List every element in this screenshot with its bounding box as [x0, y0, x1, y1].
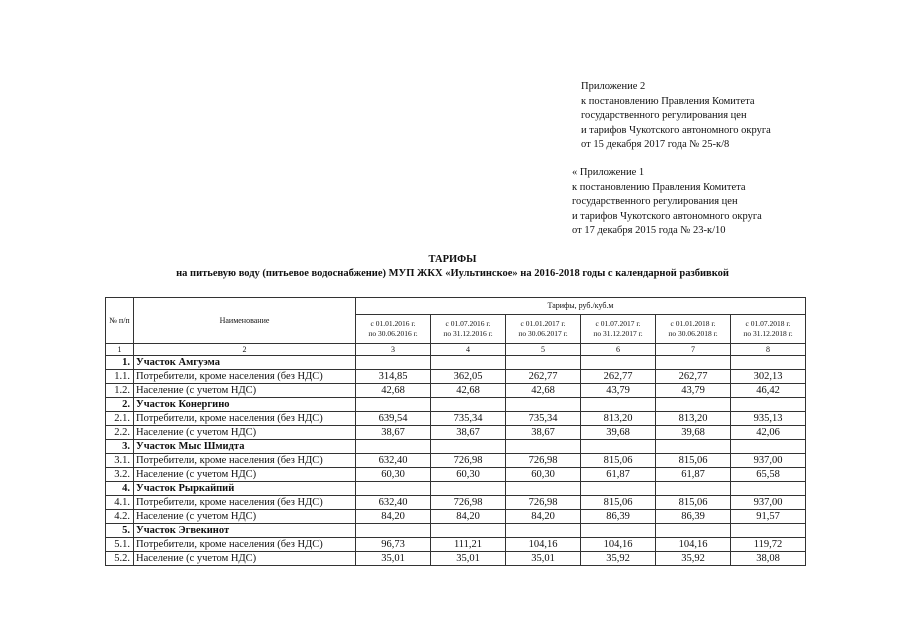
row-name: Потребители, кроме населения (без НДС) — [134, 496, 356, 510]
row-name: Население (с учетом НДС) — [134, 468, 356, 482]
appendix-line: к постановлению Правления Комитета — [572, 181, 746, 193]
table-row — [106, 454, 806, 468]
table-row — [106, 538, 806, 552]
tariff-value: 815,06 — [656, 454, 731, 468]
tariff-value: 262,77 — [656, 370, 731, 384]
tariff-value — [656, 440, 731, 454]
tariff-value: 104,16 — [656, 538, 731, 552]
tariff-value: 35,01 — [431, 552, 506, 566]
row-number: 3.2. — [106, 468, 134, 482]
tariff-value: 91,57 — [731, 510, 806, 524]
tariff-value — [356, 398, 431, 412]
section-name: Участок Конергино — [134, 398, 356, 412]
table-row — [106, 412, 806, 426]
section-name: Участок Эгвекинот — [134, 524, 356, 538]
appendix-line: и тарифов Чукотского автономного округа — [572, 210, 762, 222]
section-name: Участок Мыс Шмидта — [134, 440, 356, 454]
tariff-value: 38,67 — [431, 426, 506, 440]
tariff-value: 104,16 — [581, 538, 656, 552]
tariff-value: 813,20 — [656, 412, 731, 426]
period-start: с 01.07.2016 г. — [445, 318, 491, 328]
tariff-value — [731, 440, 806, 454]
row-name: Население (с учетом НДС) — [134, 510, 356, 524]
appendix-line: к постановлению Правления Комитета — [581, 95, 755, 107]
appendix-line: Приложение 2 — [581, 81, 646, 92]
appendix-2-block — [581, 80, 771, 153]
tariff-value: 632,40 — [356, 454, 431, 468]
tariff-value — [356, 440, 431, 454]
tariff-value — [656, 482, 731, 496]
table-row — [106, 370, 806, 384]
row-number: 1.1. — [106, 370, 134, 384]
row-number: 5. — [106, 524, 134, 538]
period-start: с 01.07.2017 г. — [595, 318, 641, 328]
period-end: по 31.12.2017 г. — [593, 329, 643, 338]
tariff-value: 46,42 — [731, 384, 806, 398]
tariff-value: 35,01 — [356, 552, 431, 566]
tariff-value: 362,05 — [431, 370, 506, 384]
tariff-value: 735,34 — [506, 412, 581, 426]
tariff-value: 639,54 — [356, 412, 431, 426]
tariff-value — [431, 440, 506, 454]
row-name: Потребители, кроме населения (без НДС) — [134, 538, 356, 552]
appendix-line: государственного регулирования цен — [581, 110, 747, 121]
tariff-value: 813,20 — [581, 412, 656, 426]
row-name: Население (с учетом НДС) — [134, 552, 356, 566]
tariff-value — [656, 524, 731, 538]
tariff-value: 262,77 — [581, 370, 656, 384]
row-number: 1. — [106, 356, 134, 370]
tariff-value: 119,72 — [731, 538, 806, 552]
tariff-value: 39,68 — [581, 426, 656, 440]
tariff-value — [656, 398, 731, 412]
tariff-value: 60,30 — [356, 468, 431, 482]
period-end: по 31.12.2018 г. — [743, 329, 793, 338]
header-period — [506, 315, 581, 344]
section-row — [106, 524, 806, 538]
column-number: 8 — [731, 344, 806, 356]
tariff-value: 65,58 — [731, 468, 806, 482]
tariff-value: 84,20 — [431, 510, 506, 524]
tariff-value: 96,73 — [356, 538, 431, 552]
tariff-value: 61,87 — [656, 468, 731, 482]
document-subtitle: на питьевую воду (питьевое водоснабжение) МУП ЖКХ «Иультинское» на 2016-2018 годы с календарной разбивкой — [176, 268, 729, 279]
section-row — [106, 482, 806, 496]
row-number: 4. — [106, 482, 134, 496]
header-period — [731, 315, 806, 344]
tariff-value: 302,13 — [731, 370, 806, 384]
appendix-line: и тарифов Чукотского автономного округа — [581, 124, 771, 136]
row-number: 5.1. — [106, 538, 134, 552]
tariff-value: 111,21 — [431, 538, 506, 552]
tariff-value: 937,00 — [731, 496, 806, 510]
tariff-value: 726,98 — [506, 496, 581, 510]
tariff-value: 726,98 — [431, 454, 506, 468]
tariff-value: 35,01 — [506, 552, 581, 566]
section-name: Участок Амгуэма — [134, 356, 356, 370]
period-start: с 01.01.2016 г. — [370, 318, 416, 328]
header-units: Тарифы, руб./куб.м — [356, 298, 806, 315]
tariff-value: 35,92 — [656, 552, 731, 566]
row-number: 2. — [106, 398, 134, 412]
tariff-value — [506, 398, 581, 412]
column-number: 6 — [581, 344, 656, 356]
row-name: Потребители, кроме населения (без НДС) — [134, 370, 356, 384]
tariff-value — [506, 524, 581, 538]
tariff-value — [581, 482, 656, 496]
tariff-value — [656, 356, 731, 370]
tariff-value: 84,20 — [356, 510, 431, 524]
table-row — [106, 552, 806, 566]
tariff-value: 84,20 — [506, 510, 581, 524]
tariff-value: 937,00 — [731, 454, 806, 468]
tariff-value: 815,06 — [581, 454, 656, 468]
tariff-value: 815,06 — [581, 496, 656, 510]
appendix-line: от 15 декабря 2017 года № 25-к/8 — [581, 139, 730, 150]
row-name: Население (с учетом НДС) — [134, 384, 356, 398]
header-period — [356, 315, 431, 344]
tariff-value: 86,39 — [581, 510, 656, 524]
tariff-value: 39,68 — [656, 426, 731, 440]
row-number: 5.2. — [106, 552, 134, 566]
period-start: с 01.07.2018 г. — [745, 318, 791, 328]
row-number: 4.1. — [106, 496, 134, 510]
header-name: Наименование — [134, 298, 356, 344]
period-end: по 31.12.2016 г. — [443, 329, 493, 338]
row-name: Население (с учетом НДС) — [134, 426, 356, 440]
period-end: по 30.06.2016 г. — [368, 329, 418, 338]
tariff-value: 815,06 — [656, 496, 731, 510]
row-number: 2.2. — [106, 426, 134, 440]
tariff-value: 726,98 — [431, 496, 506, 510]
column-number: 5 — [506, 344, 581, 356]
tariff-value: 35,92 — [581, 552, 656, 566]
header-period — [656, 315, 731, 344]
column-number: 4 — [431, 344, 506, 356]
tariff-value — [731, 356, 806, 370]
tariff-value — [356, 524, 431, 538]
tariff-value — [431, 482, 506, 496]
tariff-value: 735,34 — [431, 412, 506, 426]
header-period — [431, 315, 506, 344]
header-period — [581, 315, 656, 344]
appendix-1-block — [572, 166, 762, 239]
tariff-value — [581, 524, 656, 538]
tariff-value — [731, 524, 806, 538]
row-name: Потребители, кроме населения (без НДС) — [134, 412, 356, 426]
tariff-value: 43,79 — [581, 384, 656, 398]
table-row — [106, 384, 806, 398]
section-name: Участок Рыркайпий — [134, 482, 356, 496]
tariff-value: 42,68 — [431, 384, 506, 398]
tariff-value — [431, 524, 506, 538]
tariff-table — [105, 297, 806, 566]
period-end: по 30.06.2017 г. — [518, 329, 568, 338]
row-number: 4.2. — [106, 510, 134, 524]
table-row — [106, 468, 806, 482]
tariff-value: 38,08 — [731, 552, 806, 566]
tariff-value — [431, 398, 506, 412]
column-number: 1 — [106, 344, 134, 356]
period-start: с 01.01.2017 г. — [520, 318, 566, 328]
tariff-value — [581, 440, 656, 454]
tariff-value: 61,87 — [581, 468, 656, 482]
tariff-value: 60,30 — [506, 468, 581, 482]
table-row — [106, 496, 806, 510]
period-end: по 30.06.2018 г. — [668, 329, 718, 338]
tariff-value: 43,79 — [656, 384, 731, 398]
tariff-value — [356, 482, 431, 496]
tariff-value: 60,30 — [431, 468, 506, 482]
row-number: 3. — [106, 440, 134, 454]
tariff-value — [731, 482, 806, 496]
tariff-value — [506, 482, 581, 496]
tariff-value: 38,67 — [506, 426, 581, 440]
tariff-value: 42,06 — [731, 426, 806, 440]
appendix-line: « Приложение 1 — [572, 167, 645, 178]
tariff-value: 104,16 — [506, 538, 581, 552]
tariff-value — [731, 398, 806, 412]
column-number: 3 — [356, 344, 431, 356]
tariff-value: 935,13 — [731, 412, 806, 426]
row-number: 3.1. — [106, 454, 134, 468]
row-number: 2.1. — [106, 412, 134, 426]
section-row — [106, 398, 806, 412]
section-row — [106, 356, 806, 370]
tariff-value — [581, 356, 656, 370]
tariff-value — [506, 356, 581, 370]
tariff-value: 42,68 — [506, 384, 581, 398]
tariff-value: 262,77 — [506, 370, 581, 384]
period-start: с 01.01.2018 г. — [670, 318, 716, 328]
tariff-value: 42,68 — [356, 384, 431, 398]
appendix-line: от 17 декабря 2015 года № 23-к/10 — [572, 225, 726, 236]
table-row — [106, 426, 806, 440]
tariff-value: 314,85 — [356, 370, 431, 384]
row-name: Потребители, кроме населения (без НДС) — [134, 454, 356, 468]
tariff-value: 632,40 — [356, 496, 431, 510]
tariff-value: 38,67 — [356, 426, 431, 440]
section-row — [106, 440, 806, 454]
tariff-value — [506, 440, 581, 454]
document-title: ТАРИФЫ — [428, 254, 477, 265]
tariff-value — [431, 356, 506, 370]
tariff-value — [581, 398, 656, 412]
row-number: 1.2. — [106, 384, 134, 398]
tariff-value: 86,39 — [656, 510, 731, 524]
appendix-line: государственного регулирования цен — [572, 196, 738, 207]
header-no: № п/п — [106, 298, 134, 344]
tariff-value — [356, 356, 431, 370]
column-number: 2 — [134, 344, 356, 356]
table-row — [106, 510, 806, 524]
tariff-value: 726,98 — [506, 454, 581, 468]
column-number: 7 — [656, 344, 731, 356]
